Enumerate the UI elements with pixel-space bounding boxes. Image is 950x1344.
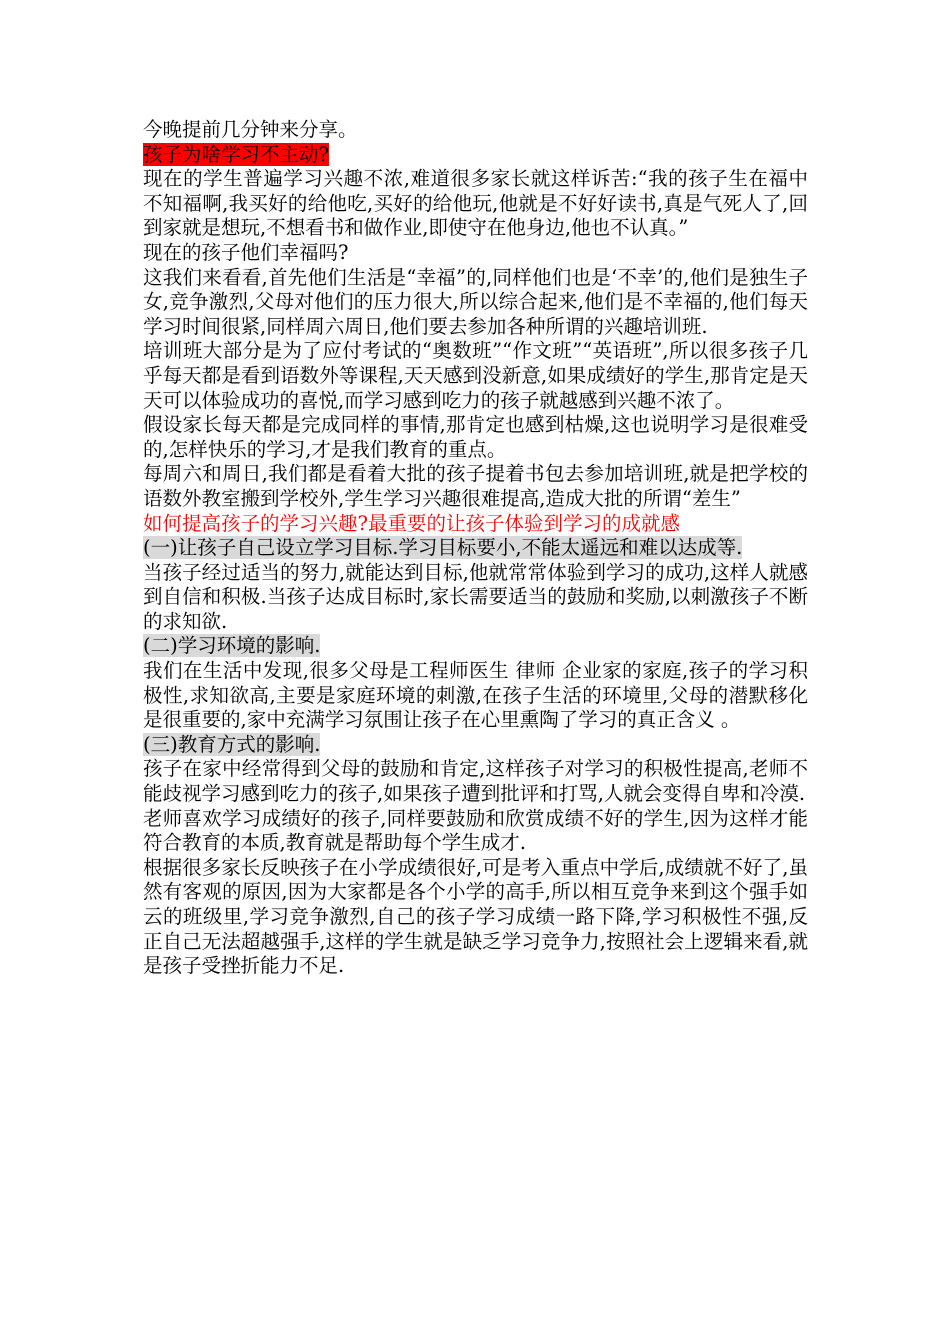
- question-happiness: 现在的孩子他们幸福吗?: [143, 240, 349, 264]
- paragraph-competition: 根据很多家长反映孩子在小学成绩很好,可是考入重点中学后,成绩就不好了,虽然有客观的原因,因为大家都是各个小学的高手,所以相互竞争来到这个强手如云的班级里,学习竞争激烈,自己的孩子学习成绩一路下降,学习积极性不强,反正自己无法超越强手,这样的学生就是缺乏学习竞争力,按照社会上逻辑来看,就是孩子受挫折能力不足.: [143, 855, 808, 978]
- section-heading-1: [143, 536, 808, 561]
- section-heading-3-text: (三)教育方式的影响.: [143, 732, 321, 756]
- paragraph-complaint: 现在的学生普遍学习兴趣不浓,难道很多家长就这样诉苦:“我的孩子生在福中不知福啊,我买好的给他吃,买好的给他玩,他就是不好好读书,真是气死人了,回到家就是想玩,不想看书和做作业,即使守在他身边,他也不认真。”: [143, 167, 808, 240]
- section-heading-2: [143, 634, 808, 659]
- paragraph-encouragement: 孩子在家中经常得到父母的鼓励和肯定,这样孩子对学习的积极性提高,老师不能歧视学习感到吃力的孩子,如果孩子遭到批评和打骂,人就会变得自卑和冷漠.: [143, 757, 808, 806]
- section-heading-2-text: (二)学习环境的影响.: [143, 634, 321, 658]
- paragraph-teachers: 老师喜欢学习成绩好的孩子,同样要鼓励和欣赏成绩不好的学生,因为这样才能符合教育的本质,教育就是帮助每个学生成才.: [143, 806, 808, 855]
- intro-line: 今晚提前几分钟来分享。: [143, 118, 358, 141]
- paragraph-happiness: 这我们来看看,首先他们生活是“幸福”的,同样他们也是‘不幸’的,他们是独生子女,竞争激烈,父母对他们的压力很大,所以综合起来,他们是不幸福的,他们每天学习时间很紧,同样周六周日,他们要去参加各种所谓的兴趣培训班.: [143, 265, 808, 338]
- paragraph-environment: 我们在生活中发现,很多父母是工程师医生 律师 企业家的家庭,孩子的学习积极性,求知欲高,主要是家庭环境的刺激,在孩子生活的环境里,父母的潜默移化是很重要的,家中充满学习氛围让孩子在心里熏陶了学习的真正含义 。: [143, 659, 808, 732]
- paragraph-training-classes: 培训班大部分是为了应付考试的“奥数班”“作文班”“英语班”,所以很多孩子几乎每天都是看到语数外等课程,天天感到没新意,如果成绩好的学生,那肯定是天天可以体验成功的喜悦,而学习感到吃力的孩子就越感到兴趣不浓了。: [143, 339, 808, 412]
- paragraph-goals: 当孩子经过适当的努力,就能达到目标,他就常常体验到学习的成功,这样人就感到自信和积极.当孩子达成目标时,家长需要适当的鼓励和奖励,以刺激孩子不断的求知欲.: [143, 560, 808, 633]
- main-heading: 如何提高孩子的学习兴趣?最重要的让孩子体验到学习的成就感: [143, 511, 680, 535]
- question-heading: [143, 143, 808, 168]
- section-heading-3: [143, 733, 808, 758]
- paragraph-boredom: 假设家长每天都是完成同样的事情,那肯定也感到枯燥,这也说明学习是很难受的,怎样快乐的学习,才是我们教育的重点。: [143, 413, 808, 461]
- paragraph-weekend: 每周六和周日,我们都是看着大批的孩子提着书包去参加培训班,就是把学校的语数外教室搬到学校外,学生学习兴趣很难提高,造成大批的所谓“差生”: [143, 462, 808, 510]
- section-heading-1-text: (一)让孩子自己设立学习目标.学习目标要小,不能太遥远和难以达成等.: [143, 536, 743, 560]
- question-heading-text: 孩子为啥学习不主动?: [143, 142, 329, 166]
- document-body: [143, 118, 808, 979]
